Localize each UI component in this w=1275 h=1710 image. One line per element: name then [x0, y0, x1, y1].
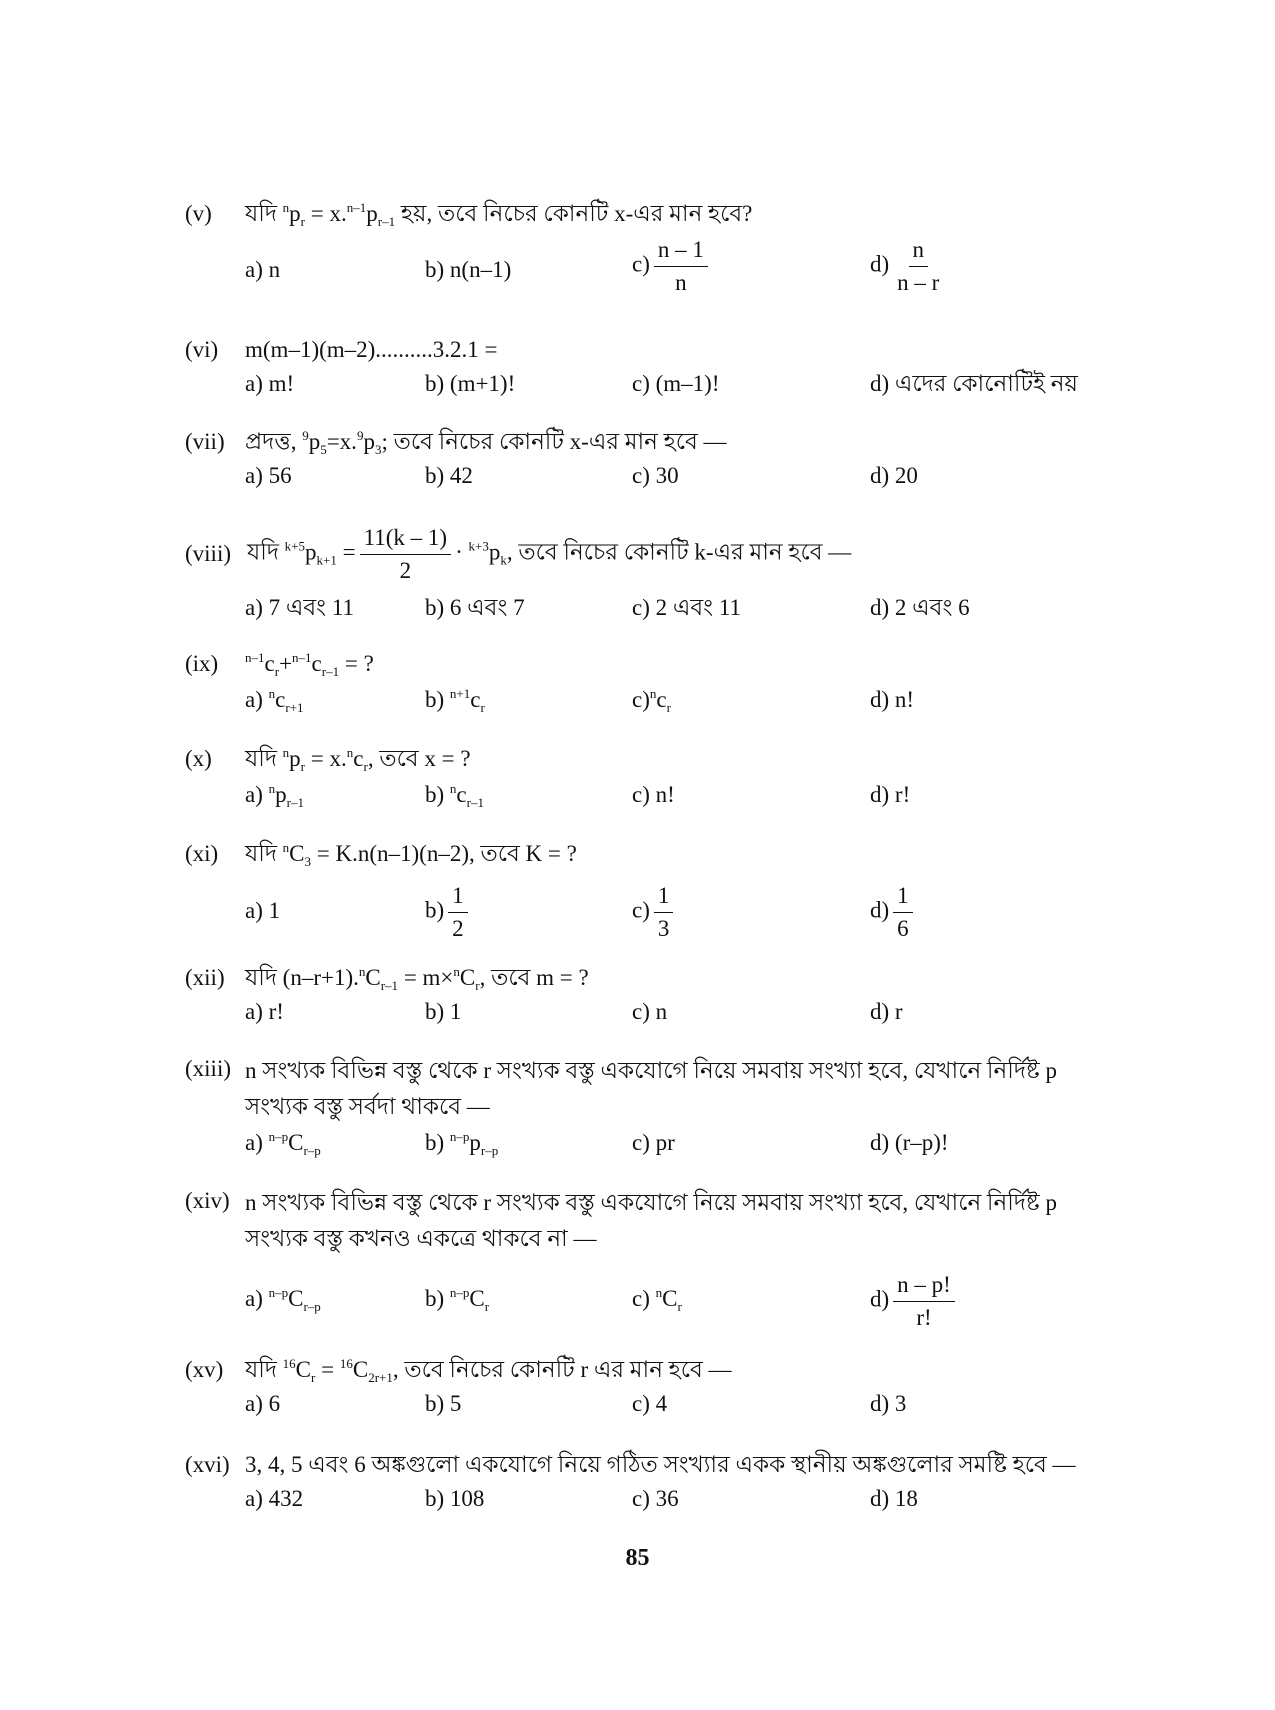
question-stem: যদি $(n-r+1).^nC_{r-1} = m\times^nC_r$, তবে m = ? — [245, 964, 589, 993]
option-a: a) 56 — [245, 463, 292, 488]
option-d: d) n! — [870, 687, 915, 712]
question-stem: যদি $^{k+5}p_{k+1}$ = $\frac{11(k - 1)}{2}$ · $^{k+3}p_k$, তবে নিচের কোনটি k-এর মান হবে — — [247, 525, 852, 583]
option-d: d) এদের কোনোটিই নয় — [870, 371, 1078, 396]
option-d: d) 2 এবং 6 — [870, 595, 970, 620]
option-d: d) $\frac{n}{n - r}$ — [870, 237, 940, 295]
option-c: c) pr — [632, 1130, 675, 1155]
question-xvi — [185, 1451, 1125, 1525]
option-c: c) $\frac{n - 1}{n}$ — [632, 236, 712, 296]
option-c: c) $^nC_r$ — [632, 1285, 682, 1314]
option-b: b) $^{n-p}C_r$ — [425, 1285, 490, 1314]
option-b: b) 5 — [425, 1391, 462, 1416]
question-stem: প্রদত্ত, $^9p_5=x.^9p_3$; তবে নিচের কোনটি x-এর মান হবে — — [245, 428, 727, 457]
question-number: (v) — [185, 201, 212, 226]
question-stem: n সংখ্যক বিভিন্ন বস্তু থেকে r সংখ্যক বস্তু একযোগে নিয়ে সমবায় সংখ্যা হবে, যেখানে নির্দিষ্ট p সংখ্যক বস্তু কখনও একত্রে থাকবে না — — [245, 1190, 1057, 1251]
question-xiv — [185, 1187, 1125, 1333]
option-a: a) $^{n-p}C_{r-p}$ — [245, 1285, 321, 1314]
option-a: a) 1 — [245, 898, 281, 923]
question-xi — [185, 840, 1125, 944]
question-number: (x) — [185, 746, 212, 771]
option-b: b) $^nc_{r-1}$ — [425, 781, 484, 810]
option-d: d) 3 — [870, 1391, 907, 1416]
question-number: (vii) — [185, 429, 225, 454]
option-d: d) r! — [870, 782, 911, 807]
question-v — [185, 200, 1125, 296]
question-number: (xiv) — [185, 1188, 230, 1213]
option-b: b) 108 — [425, 1486, 485, 1511]
option-a: a) 6 — [245, 1391, 281, 1416]
option-b: b) 6 এবং 7 — [425, 595, 525, 620]
question-ix — [185, 650, 1125, 726]
question-xii — [185, 964, 1125, 1038]
question-number: (xii) — [185, 965, 225, 990]
question-vii — [185, 428, 1125, 502]
option-d: d) $\frac{n - p!}{r!}$ — [870, 1271, 959, 1331]
question-viii — [185, 524, 1125, 634]
option-b: b) n(n–1) — [425, 257, 512, 282]
question-stem: n সংখ্যক বিভিন্ন বস্তু থেকে r সংখ্যক বস্তু একযোগে নিয়ে সমবায় সংখ্যা হবে, যেখানে নির্দিষ্ট p সংখ্যক বস্তু সর্বদা থাকবে — — [245, 1058, 1057, 1119]
question-number: (xi) — [185, 841, 219, 866]
option-a: a) r! — [245, 999, 284, 1024]
option-a: a) $^{n-p}C_{r-p}$ — [245, 1129, 321, 1158]
option-c: c) 36 — [632, 1486, 679, 1511]
question-stem: যদি $^nC_3 = K.n(n-1)(n-2)$, তবে K = ? — [245, 840, 577, 869]
page-number: 85 — [625, 1545, 650, 1571]
question-number: (xiii) — [185, 1056, 231, 1081]
question-x — [185, 745, 1125, 821]
option-b: b) (m+1)! — [425, 371, 516, 396]
option-b: b) $^{n+1}c_r$ — [425, 686, 485, 715]
option-a: a) 432 — [245, 1486, 304, 1511]
option-c: c) n! — [632, 782, 675, 807]
option-c: c) 30 — [632, 463, 679, 488]
option-c: c) 2 এবং 11 — [632, 595, 741, 620]
question-stem: m(m–1)(m–2)..........3.2.1 = — [245, 337, 498, 362]
option-d: d) r — [870, 999, 903, 1024]
option-d: d) 18 — [870, 1486, 918, 1511]
option-b: b) $\frac{1}{2}$ — [425, 882, 472, 942]
option-c: c) n — [632, 999, 668, 1024]
option-c: $c)^nc_r$ — [632, 686, 671, 715]
question-xv — [185, 1356, 1125, 1430]
option-d: d) $\frac{1}{6}$ — [870, 882, 917, 942]
option-a: a) $^np_{r-1}$ — [245, 781, 304, 810]
question-number: (vi) — [185, 337, 219, 362]
option-a: a) n — [245, 257, 281, 282]
question-stem: 3, 4, 5 এবং 6 অঙ্কগুলো একযোগে নিয়ে গঠিত সংখ্যার একক স্থানীয় অঙ্কগুলোর সমষ্টি হবে — — [245, 1452, 1076, 1477]
question-number: (xv) — [185, 1357, 224, 1382]
question-number: (ix) — [185, 651, 219, 676]
question-vi — [185, 336, 1125, 410]
question-number: (viii) — [185, 541, 231, 566]
question-xiii — [185, 1055, 1125, 1169]
question-stem: যদি $^np_r = x.^nc_r$, তবে x = ? — [245, 745, 471, 774]
option-b: b) 1 — [425, 999, 462, 1024]
option-c: c) $\frac{1}{3}$ — [632, 882, 677, 942]
question-stem: যদি $^{16}C_r = ^{16}C_{2r+1}$, তবে নিচের কোনটি r এর মান হবে — — [245, 1356, 732, 1385]
option-a: a) m! — [245, 371, 295, 396]
option-c: c) (m–1)! — [632, 371, 720, 396]
question-number: (xvi) — [185, 1452, 230, 1477]
question-stem: $^{n-1}c_r+^{n-1}c_{r-1}$ = ? — [245, 650, 374, 679]
option-d: d) 20 — [870, 463, 918, 488]
option-d: d) (r–p)! — [870, 1130, 949, 1155]
option-c: c) 4 — [632, 1391, 668, 1416]
option-a: a) 7 এবং 11 — [245, 595, 354, 620]
option-b: b) 42 — [425, 463, 473, 488]
question-stem: যদি $^np_r = x.^{n-1}p_{r-1}$ হয়, তবে নিচের কোনটি x-এর মান হবে? — [245, 200, 753, 229]
option-a: a) $^nc_{r+1}$ — [245, 686, 304, 715]
option-b: b) $^{n-p}p_{r-p}$ — [425, 1129, 499, 1158]
